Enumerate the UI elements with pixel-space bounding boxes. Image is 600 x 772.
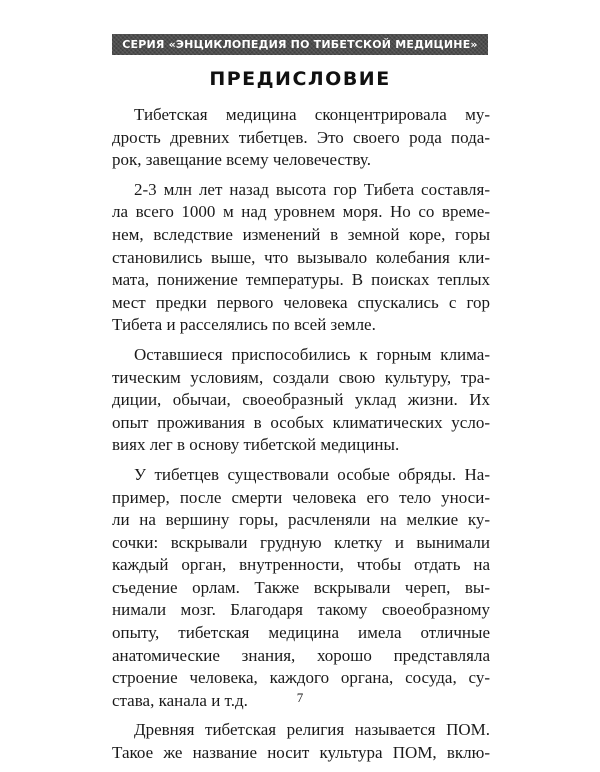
text-line: сочки: вскрывали грудную клетку и вынимали <box>112 532 490 552</box>
text-line: виях лег в основу тибетской медицины. <box>112 435 400 455</box>
text-line: ли на вершину горы, расчленяли на мелкие ку- <box>112 510 490 530</box>
text-line: рок, завещание всему человечеству. <box>112 150 371 170</box>
text-line: Древняя тибетская религия называется ПОМ. <box>134 720 490 740</box>
text-line: 2-3 млн лет назад высота гор Тибета составля- <box>134 179 490 199</box>
text-line: дрость древних тибетцев. Это своего рода пода- <box>112 127 490 147</box>
body-text <box>112 104 490 772</box>
text-line: У тибетцев существовали особые обряды. На- <box>134 464 490 484</box>
series-banner: СЕРИЯ «ЭНЦИКЛОПЕДИЯ ПО ТИБЕТСКОЙ МЕДИЦИНЕ» <box>112 34 488 55</box>
paragraph <box>112 464 490 713</box>
text-line: Такое же название носит культура ПОМ, вклю- <box>112 743 490 763</box>
text-line: каждый орган, внутренности, чтобы отдать на <box>112 555 490 575</box>
chapter-title: ПРЕДИСЛОВИЕ <box>209 68 391 90</box>
paragraph <box>112 719 490 764</box>
text-line: диции, обычаи, своеобразный уклад жизни. Их <box>112 390 490 410</box>
text-line: становились выше, что вызывало колебания кли- <box>112 247 490 267</box>
paragraph <box>112 179 490 337</box>
text-line: пример, после смерти человека его тело уноси- <box>112 487 490 507</box>
text-line: опыту, тибетская медицина имела отличные <box>112 623 490 643</box>
text-line: Тибета и расселялись по всей земле. <box>112 315 376 335</box>
text-line: съедение орлам. Также вскрывали череп, вы- <box>112 577 490 597</box>
text-line: ла всего 1000 м над уровнем моря. Но со време- <box>112 202 490 222</box>
text-line: нимали мозг. Благодаря такому своеобразному <box>112 600 490 620</box>
text-line: опыт проживания в особых климатических усло- <box>112 412 490 432</box>
text-line: Тибетская медицина сконцентрировала му- <box>134 105 490 124</box>
paragraph <box>112 344 490 457</box>
paragraph <box>112 104 490 172</box>
text-line: анатомические знания, хорошо представляла <box>112 645 490 665</box>
page-number: 7 <box>296 690 304 705</box>
text-line: нем, вследствие изменений в земной коре, горы <box>112 224 490 244</box>
text-line: мата, понижение температуры. В поисках теплых <box>112 270 490 290</box>
text-line: Оставшиеся приспособились к горным клима- <box>134 344 490 364</box>
text-line: строение человека, каждого органа, сосуда, су- <box>112 668 490 688</box>
text-line: тическим условиям, создали свою культуру, тра- <box>112 367 490 387</box>
text-line: става, канала и т.д. <box>112 690 248 710</box>
text-line: мест предки первого человека спускались с гор <box>112 292 490 312</box>
